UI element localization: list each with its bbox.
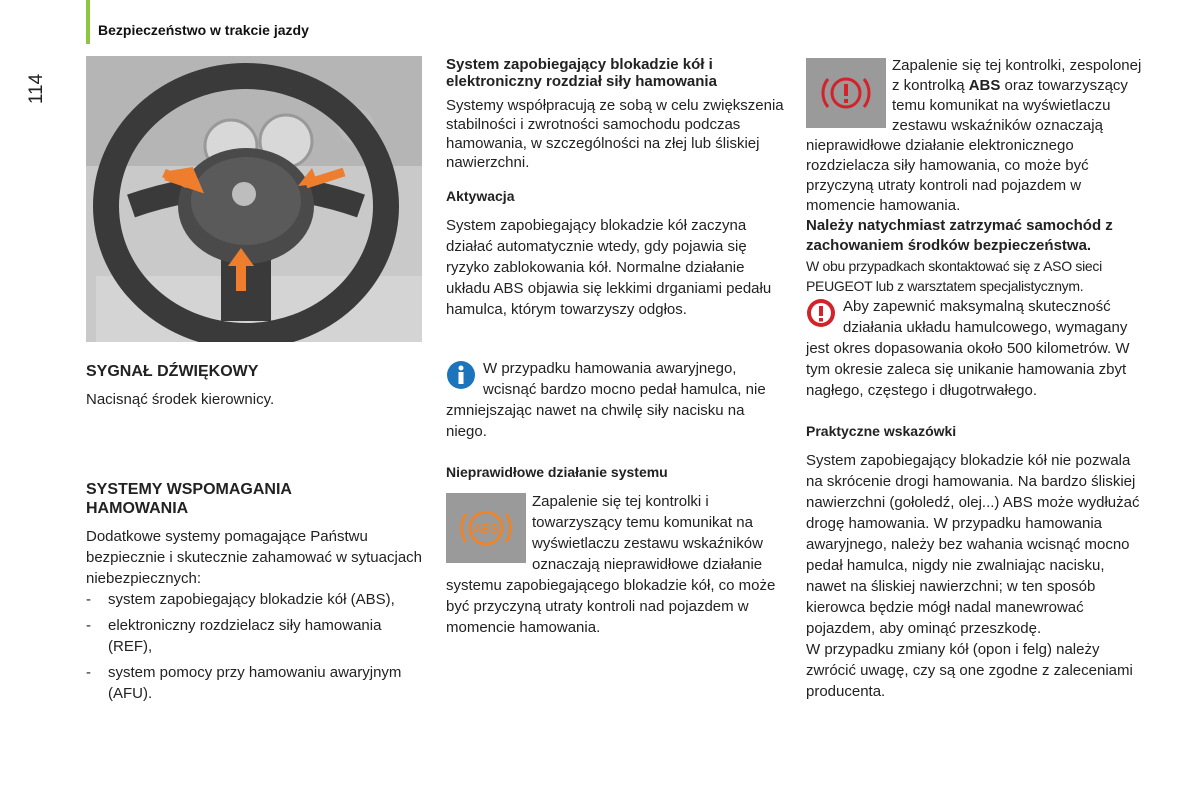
assist-title-line1: SYSTEMY WSPOMAGANIA <box>86 481 292 498</box>
abs-title-line2: elektroniczny rozdział siły hamowania <box>446 73 717 90</box>
abs-title-line1: System zapobiegający blokadzie kół i <box>446 56 713 73</box>
caution-icon <box>806 298 836 328</box>
column-left <box>86 56 426 709</box>
info-text: W przypadku hamowania awaryjnego, wcisnąć bardzo mocno pedał hamulca, nie zmniejszając nawet na chwilę siły nacisku na niego. <box>446 360 766 440</box>
abs-intro: Systemy współpracują ze sobą w celu zwiększenia stabilności i zwrotności samochodu podczas hamowania, w szczególności na złej lub śliskiej nawierzchni. <box>446 97 784 171</box>
list-item: - elektroniczny rozdzielacz siły hamowania (REF), <box>86 615 426 657</box>
activation-text: System zapobiegający blokadzie kół zaczyna działać automatycznie wtedy, gdy pojawia się ryzyko zablokowania kół. Normalne działanie układu ABS objawia się lekkimi drganiami pedału hamulca, którym towarzyszy odgłos. <box>446 217 772 318</box>
assist-title-line2: HAMOWANIA <box>86 500 189 517</box>
abs-icon-label: ABS <box>472 521 500 536</box>
info-note <box>446 358 786 442</box>
tips-title: Praktyczne wskazówki <box>806 423 957 439</box>
page-number: 114 <box>26 73 48 105</box>
brake-warning-icon <box>806 58 886 128</box>
horn-text: Nacisnąć środek kierownicy. <box>86 391 275 408</box>
caution-text: Aby zapewnić maksymalną skuteczność działania układu hamulcowego, wymagany jest okres dopasowania około 500 kilometrów. W tym okresie zaleca się unikanie hamowania zbyt nagłego, częstego i długotrwałego. <box>806 298 1130 399</box>
column-right <box>806 56 1146 702</box>
assist-list <box>86 589 426 704</box>
abs-warning-icon <box>446 493 526 563</box>
stop-instruction: Należy natychmiast zatrzymać samochód z zachowaniem środków bezpieczeństwa. <box>806 217 1113 254</box>
malfunction-text: Zapalenie się tej kontrolki i towarzyszący temu komunikat na wyświetlaczu zestawu wskaźników oznaczają nieprawidłowe działanie systemu zapobiegającego blokadzie kół, co może być przyczyną utraty kontroli nad pojazdem w momencie hamowania. <box>446 493 776 636</box>
malfunction-title: Nieprawidłowe działanie systemu <box>446 464 668 480</box>
tips-text2: W przypadku zmiany kół (opon i felg) należy zwrócić uwagę, czy są one zgodne z zaleceniami producenta. <box>806 641 1133 700</box>
info-icon <box>446 360 476 390</box>
section-title: Bezpieczeństwo w trakcie jazdy <box>98 22 309 38</box>
steering-wheel-photo <box>86 56 422 342</box>
contact-text: W obu przypadkach skontaktować się z ASO sieci PEUGEOT lub z warsztatem specjalistycznym. <box>806 258 1102 294</box>
horn-title: SYGNAŁ DŹWIĘKOWY <box>86 363 259 380</box>
brake-warning-text: Zapalenie się tej kontrolki, zespolonej z kontrolką ABS oraz towarzyszący temu komunikat na wyświetlaczu zestawu wskaźników oznaczają nieprawidłowe działanie elektronicznego rozdzielacza siły hamowania, co może być przyczyną utraty kontroli nad pojazdem w momencie hamowania. <box>806 57 1142 214</box>
assist-intro: Dodatkowe systemy pomagające Państwu bezpiecznie i skutecznie zahamować w sytuacjach niebezpiecznych: <box>86 528 422 587</box>
activation-title: Aktywacja <box>446 188 515 204</box>
section-accent-bar <box>86 0 90 44</box>
column-middle <box>446 56 786 638</box>
list-item: - system zapobiegający blokadzie kół (ABS), <box>86 589 426 610</box>
tips-text1: System zapobiegający blokadzie kół nie pozwala na skrócenie drogi hamowania. Na bardzo śliskiej nawierzchni (gołoledź, olej...) ABS może wydłużać drogę hamowania. W przypadku hamowania awaryjnego, należy bez wahania wcisnąć mocno pedał hamulca, nigdy nie zwalniając nacisku, nawet na śliskiej nawierzchni; w ten sposób kierowca będzie mógł nadal manewrować pojazdem, aby ominąć przeszkodę. <box>806 452 1140 637</box>
list-item: - system pomocy przy hamowaniu awaryjnym (AFU). <box>86 662 426 704</box>
